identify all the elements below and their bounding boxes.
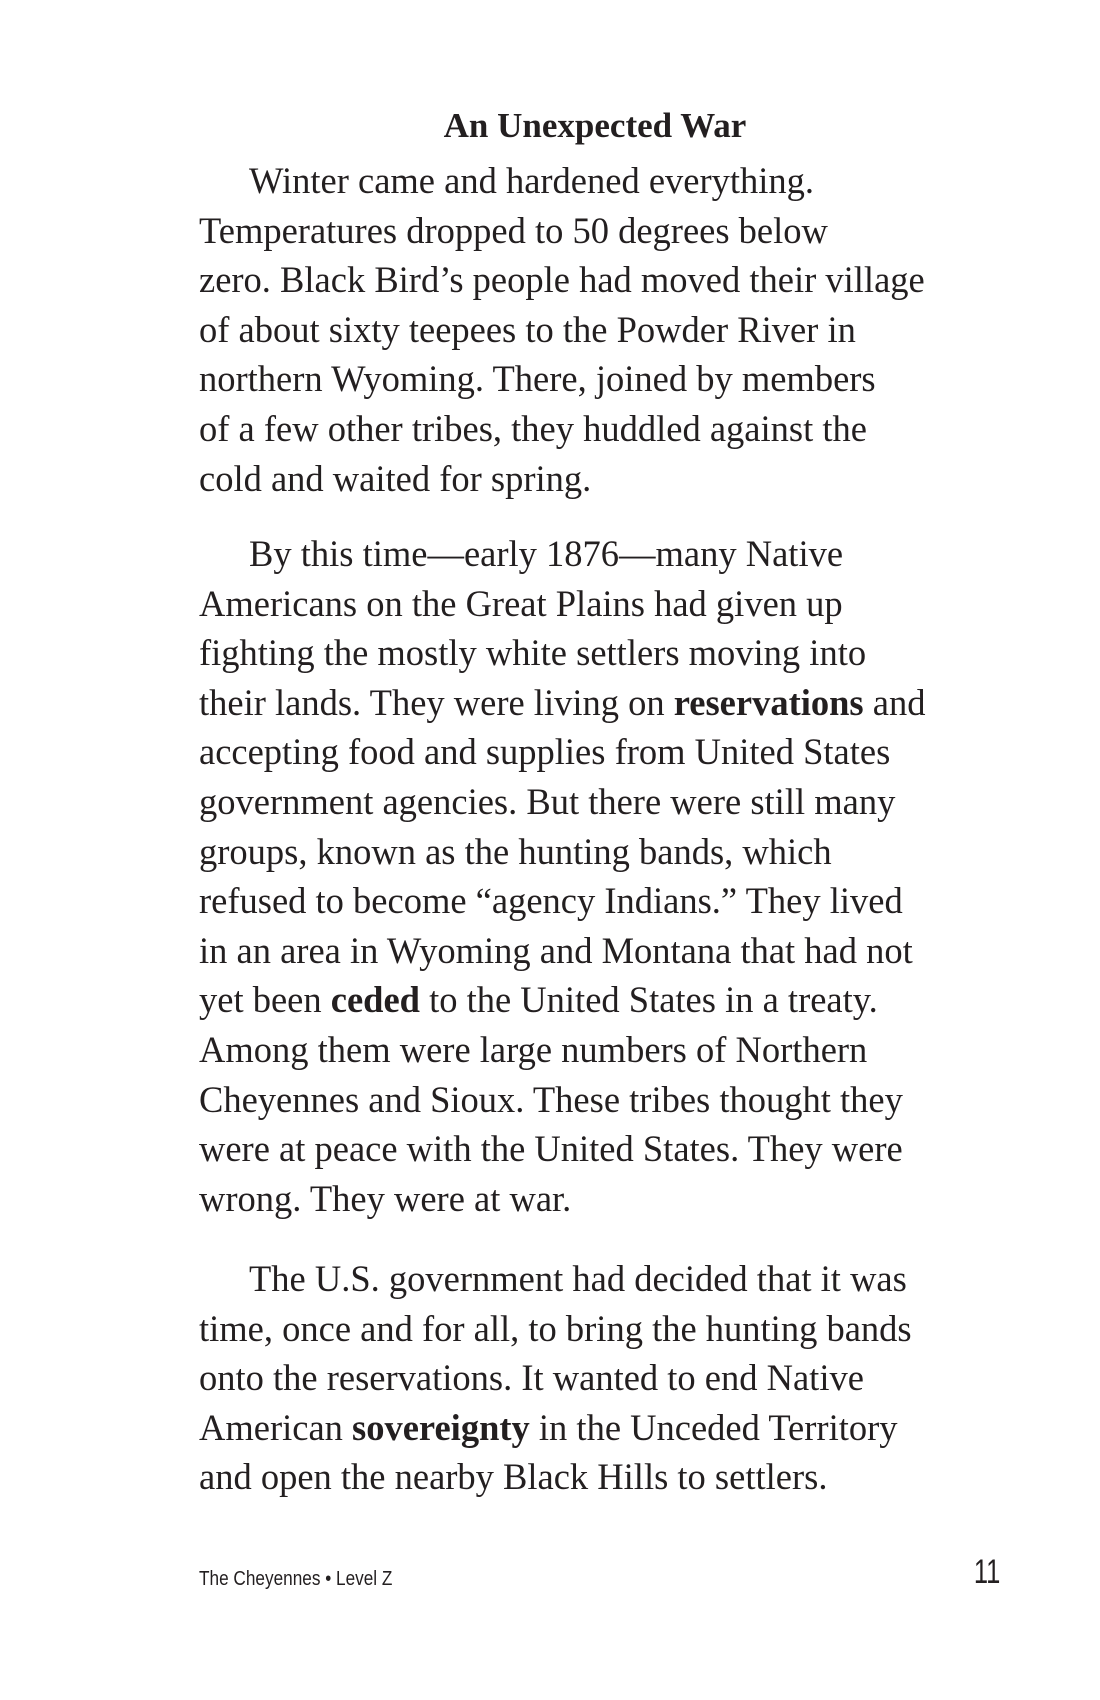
text-line: Temperatures dropped to 50 degrees below: [199, 209, 828, 251]
paragraph-3: [199, 1254, 999, 1502]
text-segment: to the United States in a treaty.: [419, 979, 878, 1021]
text-line: fighting the mostly white settlers moving into: [199, 632, 867, 674]
text-line: [199, 1403, 999, 1453]
text-line: time, once and for all, to bring the hunting bands: [199, 1307, 912, 1349]
glossary-term-sovereignty: sovereignty: [352, 1406, 530, 1448]
text-line: Among them were large numbers of Northern: [199, 1028, 868, 1070]
text-line: were at peace with the United States. They were: [199, 1128, 903, 1170]
glossary-term-ceded: ceded: [330, 979, 420, 1021]
text-line: [199, 975, 999, 1025]
text-line: of a few other tribes, they huddled against the: [199, 407, 867, 449]
text-segment: American: [199, 1406, 353, 1448]
text-segment: yet been: [199, 979, 331, 1021]
text-line: onto the reservations. It wanted to end Native: [199, 1357, 864, 1399]
text-line: northern Wyoming. There, joined by members: [199, 358, 876, 400]
text-line: cold and waited for spring.: [199, 457, 592, 499]
text-line: Winter came and hardened everything.: [249, 160, 815, 201]
section-heading: An Unexpected War: [443, 106, 747, 145]
text-line: By this time—early 1876—many Native: [249, 533, 844, 574]
footer-book-title: The Cheyennes • Level Z: [199, 1568, 393, 1590]
text-line: and open the nearby Black Hills to settlers.: [199, 1456, 828, 1498]
text-line: [199, 678, 999, 728]
text-line: groups, known as the hunting bands, which: [199, 830, 832, 872]
glossary-term-reservations: reservations: [673, 681, 864, 723]
paragraph-2: [199, 529, 999, 1223]
text-segment: their lands. They were living on: [199, 681, 674, 723]
text-line: refused to become “agency Indians.” They lived: [199, 880, 903, 922]
text-line: The U.S. government had decided that it was: [249, 1258, 907, 1299]
text-line: government agencies. But there were still many: [199, 780, 896, 822]
text-line: of about sixty teepees to the Powder River in: [199, 308, 856, 350]
paragraph-1: [199, 156, 999, 503]
page-number: 11: [973, 1553, 1000, 1591]
text-line: in an area in Wyoming and Montana that had not: [199, 929, 913, 971]
text-segment: and: [863, 681, 926, 723]
text-line: accepting food and supplies from United States: [199, 731, 891, 773]
text-line: wrong. They were at war.: [199, 1177, 572, 1219]
text-segment: in the Unceded Territory: [529, 1406, 898, 1448]
text-line: Americans on the Great Plains had given up: [199, 582, 843, 624]
text-line: zero. Black Bird’s people had moved their village: [199, 259, 925, 301]
text-line: Cheyennes and Sioux. These tribes thought they: [199, 1078, 903, 1120]
